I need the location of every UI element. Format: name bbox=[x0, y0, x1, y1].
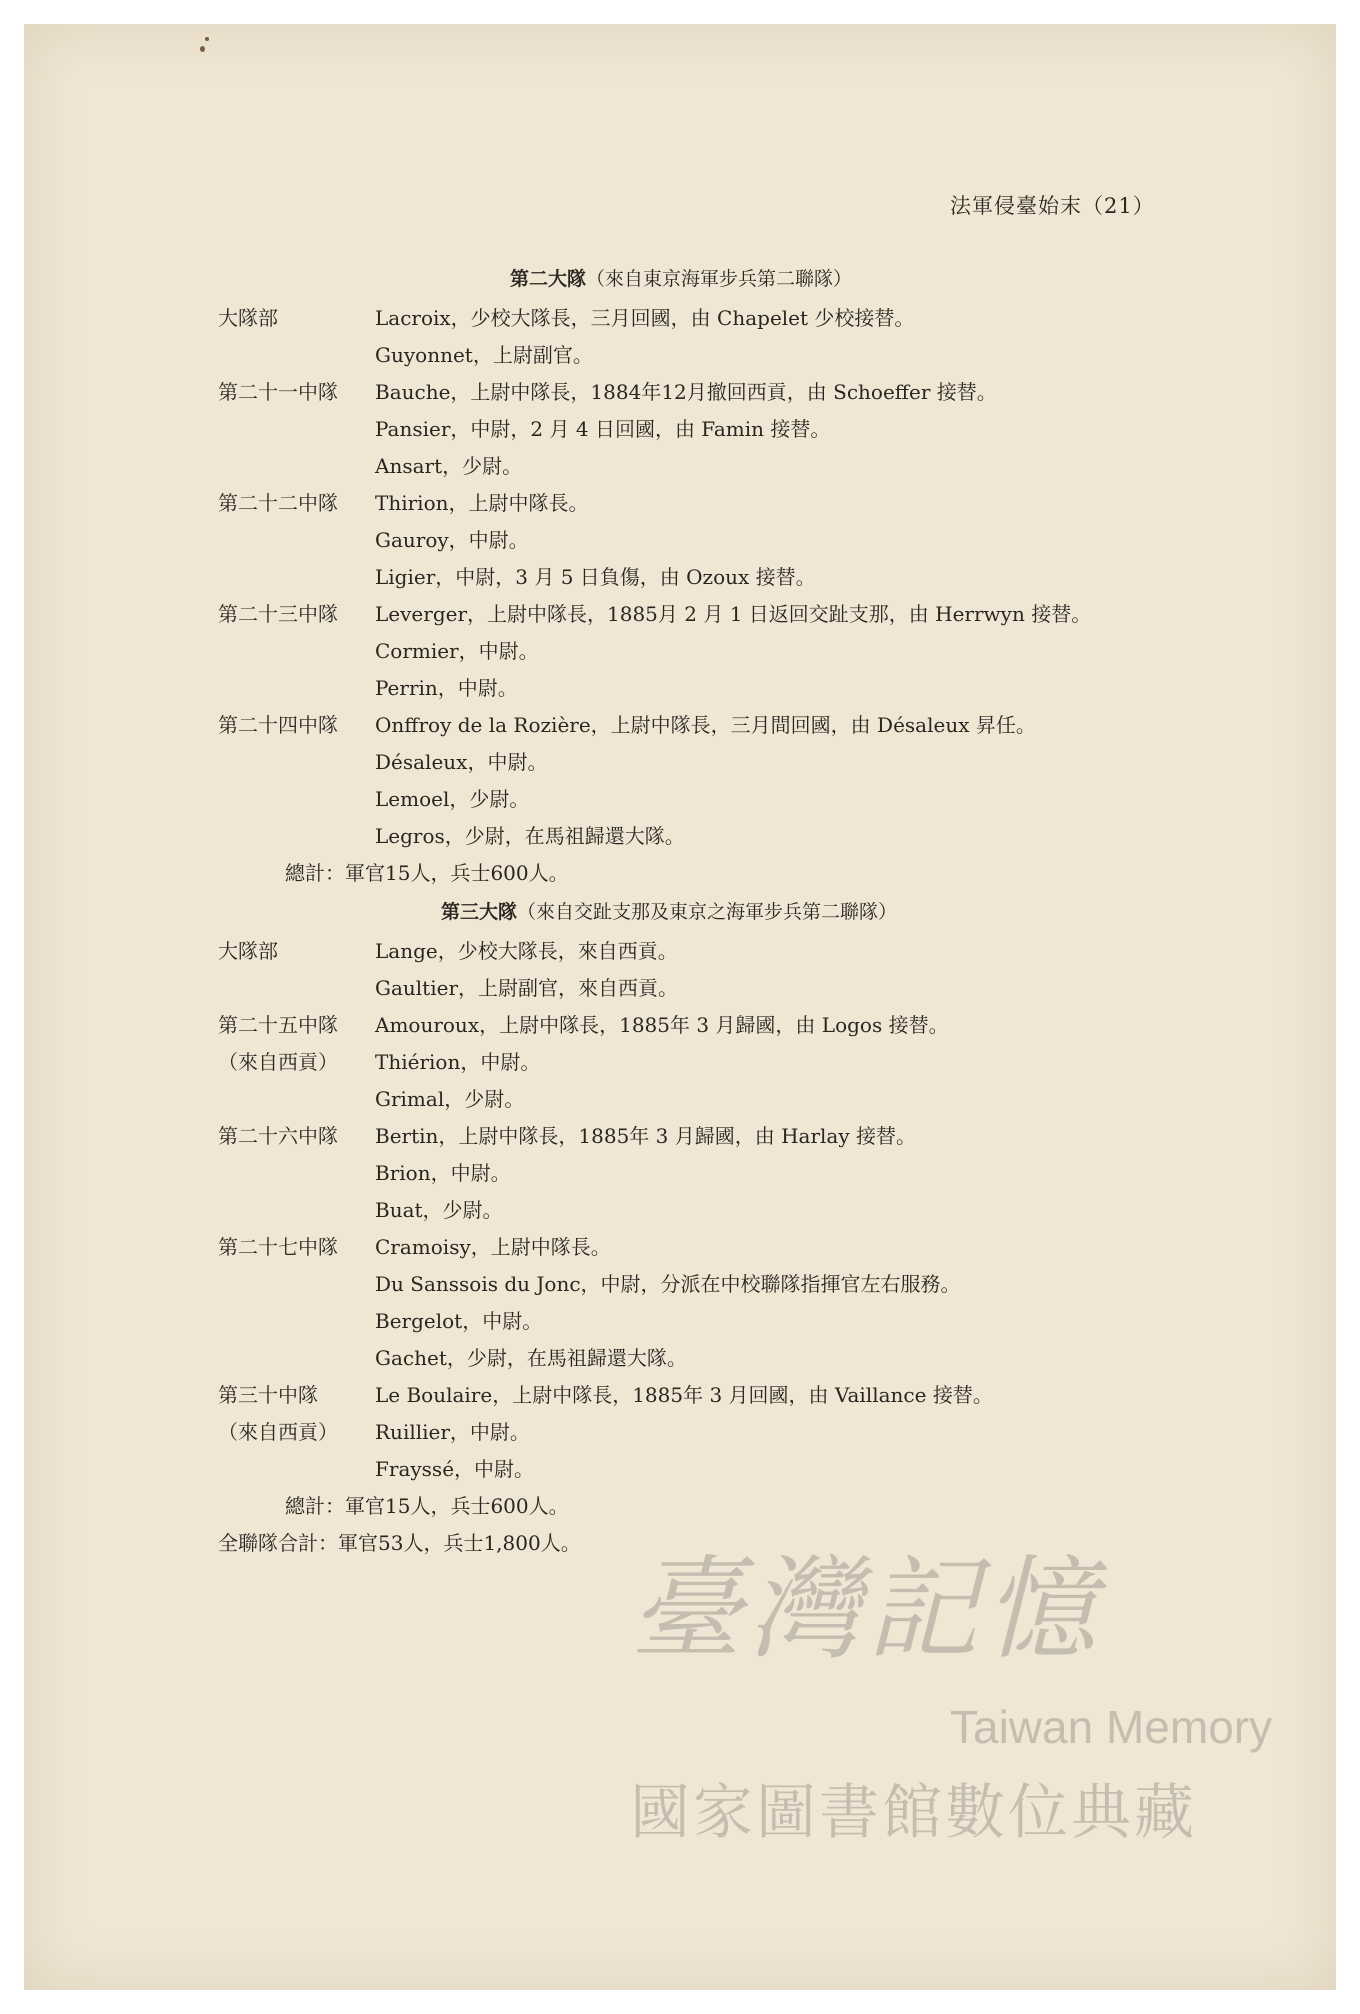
unit-label: 第二十一中隊 bbox=[218, 380, 338, 404]
officer-entry: Thiérion，中尉。 bbox=[375, 1050, 541, 1074]
officer-entry: Gachet，少尉，在馬祖歸還大隊。 bbox=[375, 1346, 687, 1370]
unit-label: 第二十二中隊 bbox=[218, 491, 338, 515]
officer-entry: Cormier，中尉。 bbox=[375, 639, 539, 663]
unit-label: （來自西貢） bbox=[218, 1050, 338, 1074]
officer-entry: Brion，中尉。 bbox=[375, 1161, 511, 1185]
officer-entry: Ligier，中尉，3 月 5 日負傷，由 Ozoux 接替。 bbox=[375, 565, 816, 589]
officer-entry: Bauche，上尉中隊長，1884年12月撤回西貢，由 Schoeffer 接替。 bbox=[375, 380, 997, 404]
officer-entry: Gaultier，上尉副官，來自西貢。 bbox=[375, 976, 679, 1000]
officer-entry: Lemoel，少尉。 bbox=[375, 787, 530, 811]
section-title-main: 第三大隊 bbox=[441, 901, 518, 923]
officer-entry: Leverger，上尉中隊長，1885月 2 月 1 日返回交趾支那，由 Herrwyn 接替。 bbox=[375, 602, 1092, 626]
section-title bbox=[441, 897, 897, 924]
unit-label: 第二十三中隊 bbox=[218, 602, 338, 626]
unit-label: 大隊部 bbox=[218, 939, 278, 963]
officer-entry: Du Sanssois du Jonc，中尉，分派在中校聯隊指揮官左右服務。 bbox=[375, 1272, 961, 1296]
officer-entry: Buat，少尉。 bbox=[375, 1198, 503, 1222]
officer-entry: Grimal，少尉。 bbox=[375, 1087, 525, 1111]
unit-label: 第二十五中隊 bbox=[218, 1013, 338, 1037]
officer-entry: Désaleux，中尉。 bbox=[375, 750, 548, 774]
unit-label: 第三十中隊 bbox=[218, 1383, 318, 1407]
section-total: 總計：軍官15人，兵士600人。 bbox=[285, 861, 569, 885]
unit-label: 大隊部 bbox=[218, 306, 278, 330]
officer-entry: Legros，少尉，在馬祖歸還大隊。 bbox=[375, 824, 685, 848]
officer-entry: Gauroy，中尉。 bbox=[375, 528, 529, 552]
section-title bbox=[510, 264, 852, 291]
officer-entry: Lange，少校大隊長，來自西貢。 bbox=[375, 939, 678, 963]
section-title-main: 第二大隊 bbox=[510, 268, 587, 290]
unit-label: （來自西貢） bbox=[218, 1420, 338, 1444]
unit-label: 第二十六中隊 bbox=[218, 1124, 338, 1148]
watermark-english: Taiwan Memory bbox=[950, 1701, 1273, 1753]
officer-entry: Frayssé，中尉。 bbox=[375, 1457, 535, 1481]
officer-entry: Thirion，上尉中隊長。 bbox=[375, 491, 589, 515]
officer-entry: Pansier，中尉，2 月 4 日回國，由 Famin 接替。 bbox=[375, 417, 831, 441]
officer-entry: Lacroix，少校大隊長，三月回國，由 Chapelet 少校接替。 bbox=[375, 306, 915, 330]
running-head: 法軍侵臺始末（21） bbox=[950, 194, 1155, 218]
unit-label: 第二十七中隊 bbox=[218, 1235, 338, 1259]
officer-entry: Ansart，少尉。 bbox=[375, 454, 523, 478]
officer-entry: Bertin，上尉中隊長，1885年 3 月歸國，由 Harlay 接替。 bbox=[375, 1124, 917, 1148]
officer-entry: Le Boulaire，上尉中隊長，1885年 3 月回國，由 Vaillance 接替。 bbox=[375, 1383, 993, 1407]
officer-entry: Perrin，中尉。 bbox=[375, 676, 518, 700]
section-title-note: （來自東京海軍步兵第二聯隊） bbox=[586, 268, 853, 290]
section-total: 總計：軍官15人，兵士600人。 bbox=[285, 1494, 569, 1518]
officer-entry: Cramoisy，上尉中隊長。 bbox=[375, 1235, 611, 1259]
section-title-note: （來自交趾支那及東京之海軍步兵第二聯隊） bbox=[517, 901, 898, 923]
officer-entry: Amouroux，上尉中隊長，1885年 3 月歸國，由 Logos 接替。 bbox=[375, 1013, 949, 1037]
officer-entry: Bergelot，中尉。 bbox=[375, 1309, 543, 1333]
watermark-chinese: 臺灣記憶 bbox=[630, 1545, 1102, 1675]
watermark-library: 國家圖書館數位典藏 bbox=[630, 1778, 1197, 1848]
watermark bbox=[630, 1520, 1290, 1848]
unit-label: 第二十四中隊 bbox=[218, 713, 338, 737]
officer-entry: Ruillier，中尉。 bbox=[375, 1420, 530, 1444]
ink-spot bbox=[205, 37, 209, 41]
officer-entry: Guyonnet，上尉副官。 bbox=[375, 343, 593, 367]
grand-total: 全聯隊合計：軍官53人，兵士1,800人。 bbox=[218, 1531, 581, 1555]
ink-spot bbox=[200, 46, 205, 52]
officer-entry: Onffroy de la Rozière，上尉中隊長，三月間回國，由 Désaleux 昇任。 bbox=[375, 713, 1036, 737]
